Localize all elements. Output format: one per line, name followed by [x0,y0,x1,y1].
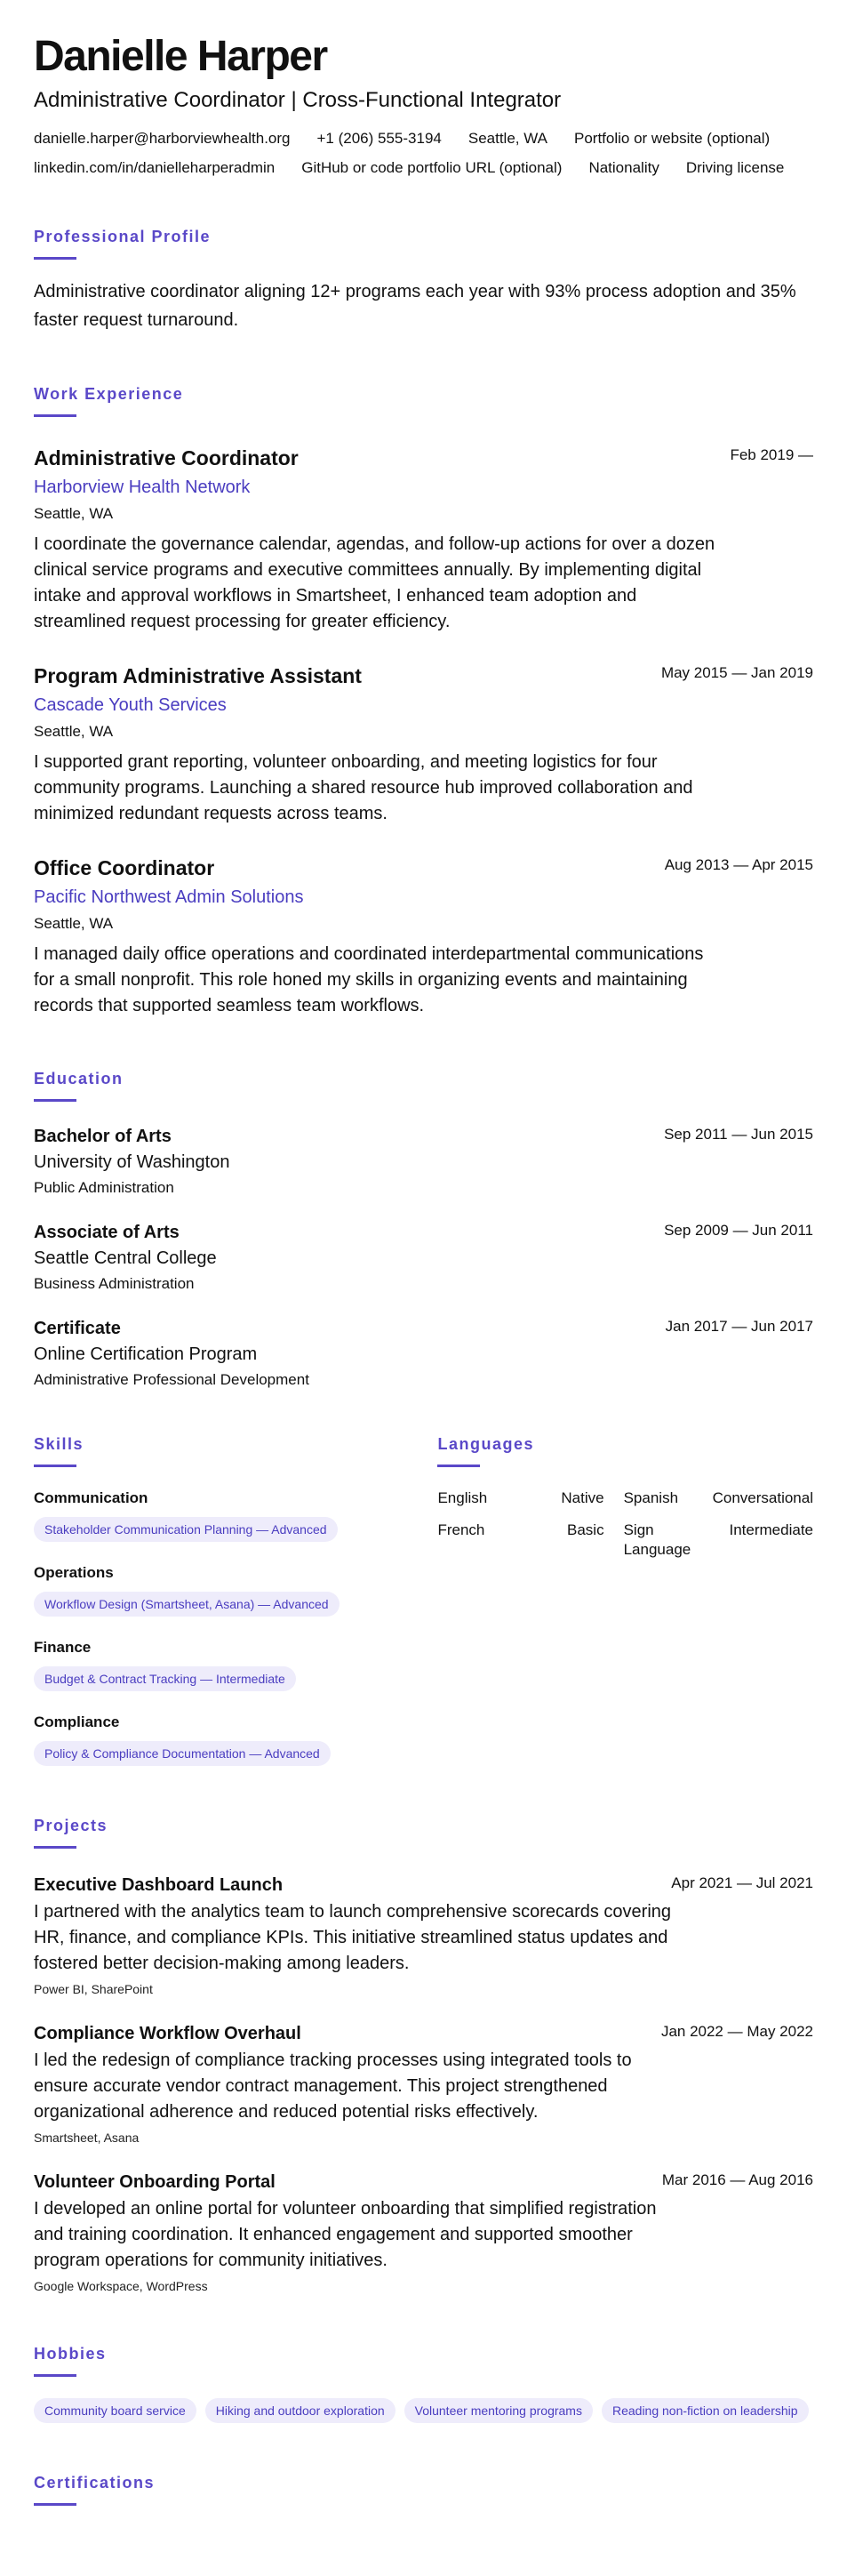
resume-header [34,34,813,177]
education-entry [34,1317,813,1390]
skill-pill: Policy & Compliance Documentation — Advanced [34,1741,331,1766]
certifications-section [34,2473,813,2506]
education-field: Public Administration [34,1179,174,1196]
job-description: I managed daily office operations and coordinated interdepartmental communications for a small nonprofit. This role honed my skills in organizing events and maintaining records that supported seamless team workflows. [34,944,704,1015]
project-tech: Power BI, SharePoint [34,1982,153,1996]
project-description: I developed an online portal for volunteer onboarding that simplified registration and training coordination. It enhanced engagement and supported smoother program operations for community initiatives. [34,2199,657,2270]
section-title: Work Experience [34,385,184,403]
skill-category: Compliance [34,1713,120,1730]
language-level: Native [561,1489,604,1506]
education-school: Seattle Central College [34,1248,217,1268]
job-entry [34,663,813,827]
project-tech: Google Workspace, WordPress [34,2279,208,2293]
section-divider [34,2503,76,2506]
hobby-pill: Hiking and outdoor exploration [205,2398,396,2423]
section-divider [34,1465,76,1467]
job-entry [34,445,813,635]
skills-section [34,1434,437,1766]
education-dates: Jan 2017 — Jun 2017 [665,1318,813,1335]
project-description: I led the redesign of compliance tracking processes using integrated tools to ensure accurate vendor contract management. This project strengthened organizational adherence and reduced potential risks effectively. [34,2050,632,2122]
section-divider [34,1099,76,1102]
education-degree: Associate of Arts [34,1223,180,1242]
job-location: Seattle, WA [34,915,114,932]
language-level: Basic [567,1521,604,1538]
job-company: Pacific Northwest Admin Solutions [34,887,304,907]
skills-languages-row [34,1434,813,1766]
section-divider [437,1465,480,1467]
skill-category: Operations [34,1564,114,1581]
project-entry [34,2022,813,2146]
education-section [34,1069,813,1390]
language-name: Sign Language [623,1521,691,1558]
job-dates: Aug 2013 — Apr 2015 [664,856,813,873]
section-divider [34,1846,76,1849]
section-title: Professional Profile [34,228,212,245]
job-location: Seattle, WA [34,505,114,522]
job-title: Office Coordinator [34,856,215,879]
language-name: English [437,1489,488,1506]
education-field: Administrative Professional Development [34,1371,309,1388]
experience-section [34,384,813,1019]
language-level: Conversational [712,1489,813,1506]
education-school: Online Certification Program [34,1344,258,1364]
skill-group [34,1638,437,1691]
skill-category: Communication [34,1489,148,1506]
language-item [437,1521,603,1560]
profile-section [34,227,813,334]
job-company: Harborview Health Network [34,477,251,497]
language-level: Intermediate [729,1521,813,1538]
hobby-pill: Community board service [34,2398,196,2423]
education-entry [34,1125,813,1198]
contact-portfolio[interactable]: Portfolio or website (optional) [574,130,771,147]
skill-pill: Budget & Contract Tracking — Intermediate [34,1666,296,1691]
project-tech: Smartsheet, Asana [34,2131,140,2145]
job-title: Administrative Coordinator [34,446,299,469]
skill-pill: Workflow Design (Smartsheet, Asana) — Advanced [34,1592,340,1617]
section-title: Certifications [34,2474,156,2492]
job-dates: Feb 2019 — [730,446,813,463]
education-entry [34,1221,813,1294]
section-title: Education [34,1070,124,1087]
section-divider [34,2374,76,2377]
job-title: Program Administrative Assistant [34,664,362,687]
contact-linkedin[interactable]: linkedin.com/in/danielleharperadmin [34,159,276,176]
hobby-pill: Volunteer mentoring programs [404,2398,593,2423]
project-entry [34,2171,813,2294]
contact-nationality: Nationality [588,159,659,176]
section-title: Projects [34,1817,108,1834]
section-title: Skills [34,1435,84,1453]
hobby-list [34,2389,816,2423]
skill-group [34,1489,437,1542]
languages-section [437,1434,813,1766]
skill-group [34,1713,437,1766]
job-description: I supported grant reporting, volunteer onboarding, and meeting logistics for four community programs. Launching a shared resource hub improved collaboration and minimized redundant requests across teams. [34,752,693,823]
project-entry [34,1874,813,1997]
language-item [624,1489,813,1508]
job-entry [34,855,813,1019]
job-company: Cascade Youth Services [34,695,227,715]
candidate-headline: Administrative Coordinator | Cross-Functional Integrator [34,88,562,112]
skill-pill: Stakeholder Communication Planning — Advanced [34,1517,338,1542]
education-degree: Certificate [34,1319,121,1338]
job-dates: May 2015 — Jan 2019 [660,664,813,681]
language-item [437,1489,603,1508]
candidate-name: Danielle Harper [34,33,327,80]
contact-driving-license: Driving license [685,159,785,176]
language-name: Spanish [623,1489,679,1506]
project-title: Executive Dashboard Launch [34,1875,284,1895]
education-dates: Sep 2011 — Jun 2015 [664,1126,813,1143]
project-dates: Apr 2021 — Jul 2021 [671,1874,813,1891]
project-title: Volunteer Onboarding Portal [34,2172,276,2192]
projects-section [34,1816,813,2294]
language-item [624,1521,813,1560]
contact-email[interactable]: danielle.harper@harborviewhealth.org [34,130,291,147]
section-divider [34,257,76,260]
skill-category: Finance [34,1639,92,1656]
education-dates: Sep 2009 — Jun 2011 [664,1222,813,1239]
education-field: Business Administration [34,1275,195,1292]
profile-summary: Administrative coordinator aligning 12+ programs each year with 93% process adoption and 35% faster request turnaround. [34,282,796,330]
project-dates: Mar 2016 — Aug 2016 [661,2171,813,2188]
project-description: I partnered with the analytics team to launch comprehensive scorecards covering HR, finance, and compliance KPIs. This initiative streamlined status updates and fostered better decision-making among leaders. [34,1902,672,1973]
section-title: Hobbies [34,2345,107,2363]
hobbies-section [34,2344,813,2423]
contact-phone[interactable]: +1 (206) 555-3194 [316,130,442,147]
section-divider [34,414,76,417]
hobby-pill: Reading non-fiction on leadership [602,2398,809,2423]
language-list [437,1489,813,1560]
contact-location: Seattle, WA [467,130,547,147]
education-school: University of Washington [34,1152,230,1172]
job-description: I coordinate the governance calendar, agendas, and follow-up actions for over a dozen clinical service programs and executive committees annually. By implementing digital intake and approval workflows in Smartsheet, I enhanced team adoption and streamlined request processing for greater efficiency. [34,534,715,631]
section-title: Languages [437,1435,534,1453]
project-dates: Jan 2022 — May 2022 [660,2023,813,2040]
contact-github[interactable]: GitHub or code portfolio URL (optional) [301,159,563,176]
language-name: French [437,1521,485,1538]
education-degree: Bachelor of Arts [34,1127,172,1146]
skill-group [34,1563,437,1617]
job-location: Seattle, WA [34,723,114,740]
contact-list [34,130,816,177]
project-title: Compliance Workflow Overhaul [34,2024,301,2043]
